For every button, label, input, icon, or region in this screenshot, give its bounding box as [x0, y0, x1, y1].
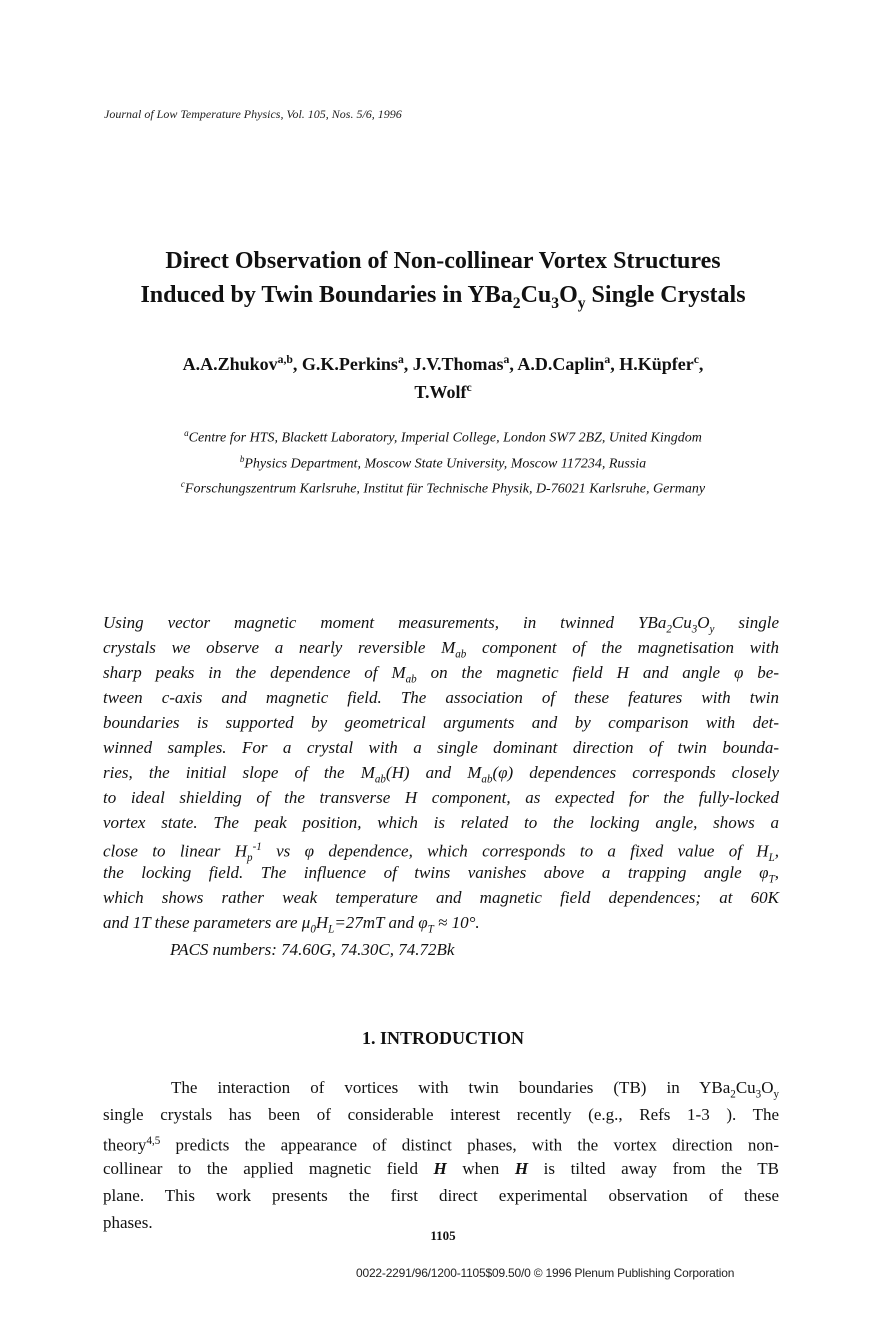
affiliation-text: Forschungszentrum Karlsruhe, Institut für Technische Physik, D-76021 Karlsruhe, Germany: [184, 481, 706, 497]
introduction-body: [103, 1074, 779, 1236]
author-affil-mark: a: [397, 353, 404, 366]
author-name: , A.D.Caplin: [509, 354, 605, 374]
abstract-line: and 1T these parameters are $\mu_0H_L=27mT$ and $\varphi_T \approx 10^\circ$.: [103, 913, 480, 936]
author-name: , G.K.Perkins: [292, 354, 398, 374]
abstract-line: boundaries is supported by geometrical arguments and by comparison with det-: [103, 713, 779, 732]
title-text: Cu: [520, 282, 552, 308]
intro-line: plane. This work presents the first direct experimental observation of these: [103, 1186, 779, 1205]
author-list: [60, 348, 826, 404]
abstract-line: crystals we observe a nearly reversible $M_{ab}$ component of the magnetisation with: [103, 638, 779, 661]
abstract-line: tween c-axis and magnetic field. The association of these features with twin: [103, 688, 779, 707]
abstract: [103, 610, 779, 935]
abstract-line: the locking field. The influence of twins vanishes above a trapping angle $\varphi_T$,: [103, 863, 779, 886]
author-affil-mark: c: [466, 381, 472, 394]
abstract-line: to ideal shielding of the transverse H component, as expected for the fully-locked: [103, 788, 779, 807]
affiliation-a: [60, 423, 826, 449]
affiliation-mark: a: [184, 428, 189, 438]
title-subscript: y: [577, 294, 586, 312]
abstract-line: Using vector magnetic moment measurements, in twinned $YBa_2Cu_3O_y$ single: [103, 613, 780, 636]
author-affil-mark: a,b: [277, 353, 293, 366]
author-name: , H.Küpfer: [610, 354, 694, 374]
author-line-1: [60, 348, 826, 376]
author-affil-mark: c: [693, 353, 699, 366]
affiliation-c: [60, 474, 826, 500]
intro-line: single crystals has been of considerable interest recently (e.g., Refs 1-3 ). The: [103, 1105, 779, 1124]
author-affil-mark: a: [604, 353, 611, 366]
affiliation-mark: b: [239, 453, 245, 464]
author-affil-mark: a: [503, 353, 510, 366]
title-subscript: 2: [512, 294, 521, 312]
paper-title: [60, 244, 826, 321]
intro-line: collinear to the applied magnetic field H when H is tilted away from the TB: [103, 1159, 780, 1178]
abstract-line: sharp peaks in the dependence of $M_{ab}$ on the magnetic field H and angle φ be-: [103, 663, 779, 686]
pacs-numbers: PACS numbers: 74.60G, 74.30C, 74.72Bk: [170, 940, 455, 959]
intro-line: theory$^{4,5}$ predicts the appearance of distinct phases, with the vortex direction non-: [103, 1135, 779, 1155]
intro-line: phases.: [103, 1213, 153, 1232]
affiliations: [60, 423, 826, 500]
journal-citation: Journal of Low Temperature Physics, Vol. 105, Nos. 5/6, 1996: [104, 107, 402, 121]
author-separator: ,: [698, 354, 704, 374]
abstract-line: close to linear $H_p^{-1}$ vs φ dependence, which corresponds to a fixed value of $H_L$,: [103, 841, 779, 865]
author-name: , J.V.Thomas: [403, 354, 504, 374]
abstract-line: vortex state. The peak position, which is related to the locking angle, shows a: [103, 813, 779, 832]
abstract-line: ries, the initial slope of the $M_{ab}(H)$ and $M_{ab}(\varphi)$ dependences corresponds closely: [103, 763, 780, 786]
author-name: A.A.Zhukov: [182, 354, 278, 374]
section-heading: 1. INTRODUCTION: [361, 1028, 525, 1048]
page-number: 1105: [430, 1228, 456, 1243]
title-text: Induced by Twin Boundaries in YBa: [140, 282, 513, 308]
intro-line: The interaction of vortices with twin boundaries (TB) in $YBa_2Cu_3O_y$: [171, 1078, 779, 1101]
title-line-1: Direct Observation of Non-collinear Vortex Structures: [165, 248, 721, 274]
title-subscript: 3: [551, 294, 560, 312]
affiliation-b: [60, 449, 826, 475]
author-line-2: [60, 376, 826, 404]
abstract-line: which shows rather weak temperature and magnetic field dependences; at 60K: [103, 888, 779, 907]
title-line-2: [60, 278, 826, 321]
title-text: O: [559, 282, 578, 308]
title-text: Single Crystals: [585, 282, 746, 308]
affiliation-text: Centre for HTS, Blackett Laboratory, Imperial College, London SW7 2BZ, United Kingdom: [188, 430, 702, 446]
author-name: T.Wolf: [414, 382, 467, 402]
copyright-line: 0022-2291/96/1200-1105$09.50/0 © 1996 Plenum Publishing Corporation: [356, 1266, 735, 1280]
affiliation-mark: c: [180, 479, 185, 490]
abstract-line: winned samples. For a crystal with a single dominant direction of twin bounda-: [103, 738, 779, 757]
affiliation-text: Physics Department, Moscow State University, Moscow 117234, Russia: [244, 456, 647, 472]
citation-superscript: 4,5: [146, 1135, 161, 1147]
